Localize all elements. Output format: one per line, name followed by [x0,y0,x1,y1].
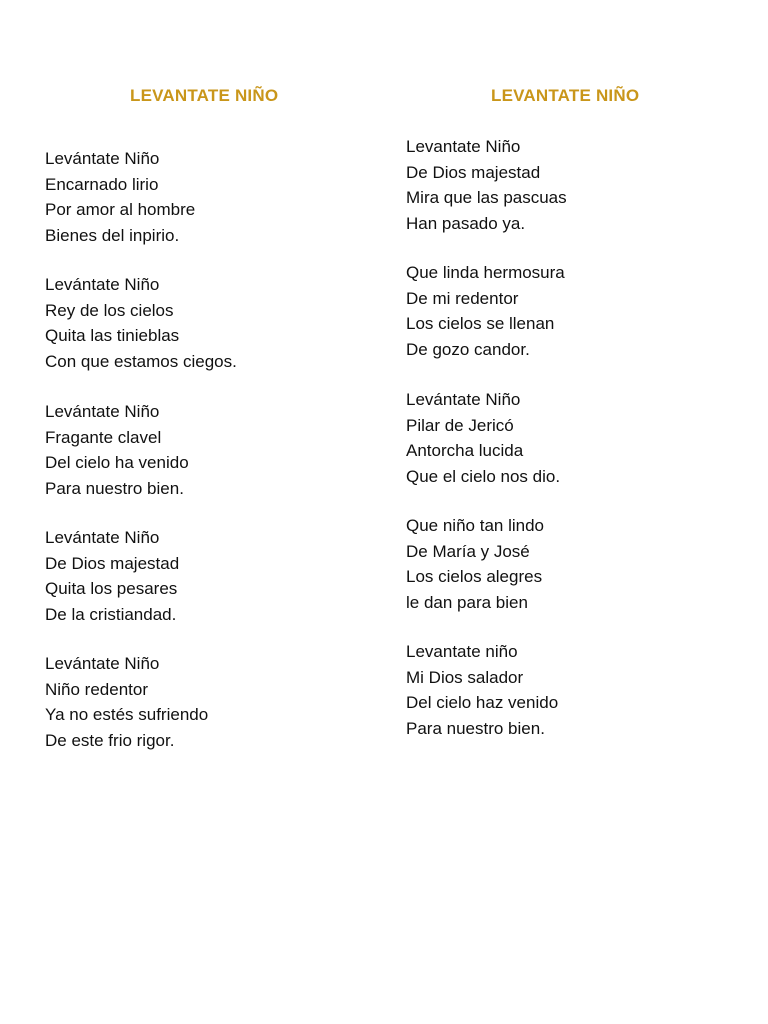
verse-line: Fragante clavel [45,427,162,447]
verse-line: Antorcha lucida [406,441,524,460]
stanza [406,639,558,741]
stanza [45,651,208,753]
verse-line: Del cielo ha venido [45,453,189,472]
verse-line: Rey de los cielos [45,300,174,320]
verse-line: Mira que las pascuas [406,188,567,207]
verse-line: De mi redentor [406,288,519,308]
verse-line: Pilar de Jericó [406,415,514,435]
verse-line: Levántate Niño [45,654,160,673]
verse-line: Niño redentor [45,679,149,699]
verse-line: De la cristiandad. [45,604,177,624]
verse-line: Para nuestro bien. [45,478,184,498]
verse-line: Levántate Niño [45,149,160,168]
verse-line: Quita las tinieblas [45,326,180,345]
verse-line: Han pasado ya. [406,213,526,233]
verse-line: De este frio rigor. [45,730,175,750]
stanza [45,399,189,501]
verse-line: Encarnado lirio [45,174,159,194]
verse-line: Ya no estés sufriendo [45,705,209,724]
verse-line: De María y José [406,541,530,561]
right-column-title: LEVANTATE NIÑO [491,86,640,105]
verse-line: De Dios majestad [45,553,180,573]
stanza [406,387,560,489]
verse-line: Levántate Niño [45,275,160,294]
verse-line: Quita los pesares [45,579,178,598]
verse-line: Que linda hermosura [406,263,565,282]
stanza [406,513,544,615]
verse-line: Levántate Niño [45,402,160,421]
verse-line: De Dios majestad [406,162,541,182]
verse-line: le dan para bien [406,592,528,612]
verse-line: Por amor al hombre [45,200,196,219]
stanza [406,134,567,236]
verse-line: Que niño tan lindo [406,516,544,535]
verse-line: Levántate Niño [406,390,521,409]
verse-line: Mi Dios salador [406,667,524,687]
verse-line: Bienes del inpirio. [45,225,180,245]
verse-line: Los cielos se llenan [406,314,555,333]
left-column-title: LEVANTATE NIÑO [130,86,279,105]
verse-line: Que el cielo nos dio. [406,466,561,486]
stanza [45,272,237,374]
verse-line: De gozo candor. [406,339,530,359]
verse-line: Con que estamos ciegos. [45,351,237,371]
verse-line: Levántate Niño [45,528,160,547]
verse-line: Del cielo haz venido [406,693,559,712]
stanza [45,146,195,248]
stanza [45,525,179,627]
verse-line: Levantate Niño [406,137,521,156]
verse-line: Para nuestro bien. [406,718,545,738]
verse-line: Los cielos alegres [406,567,543,586]
verse-line: Levantate niño [406,642,518,661]
stanza [406,260,565,362]
